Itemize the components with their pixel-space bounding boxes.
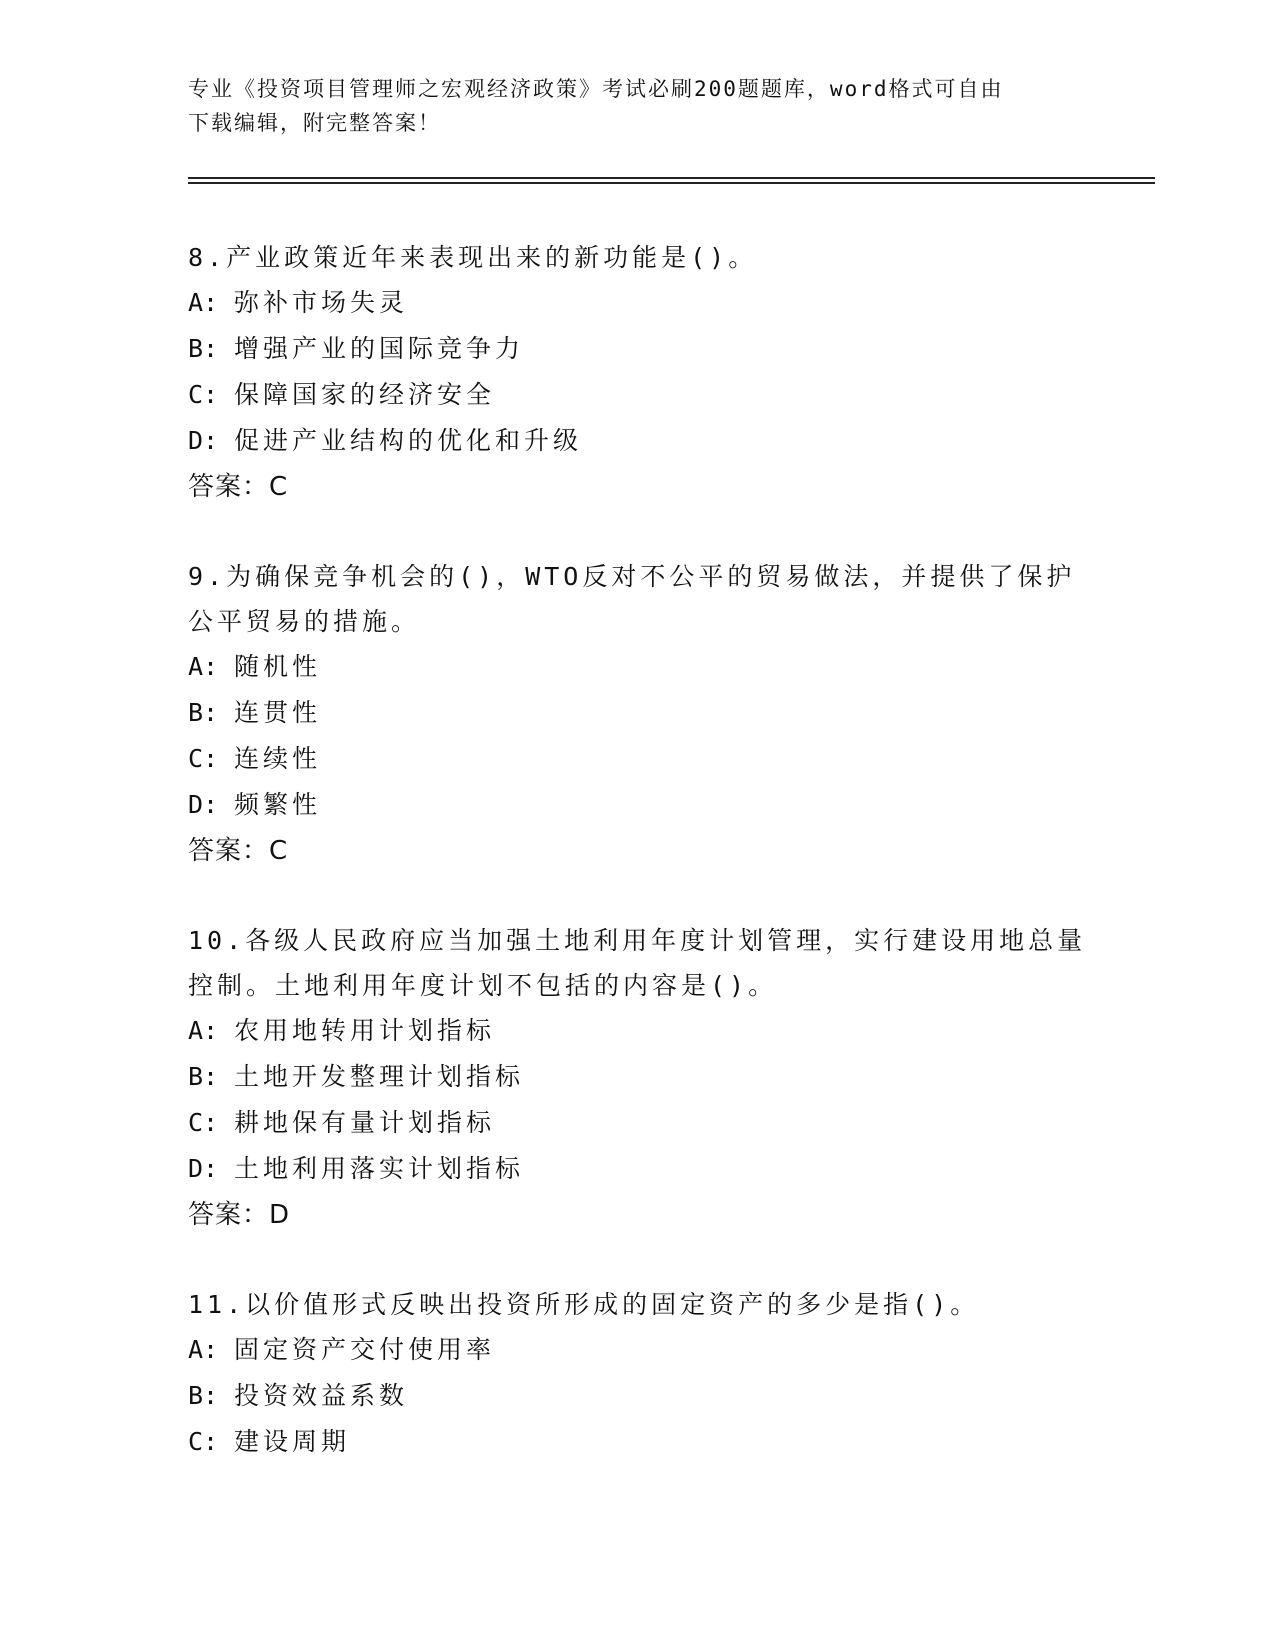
option-text: 保障国家的经济安全	[234, 380, 496, 409]
option-b	[188, 1373, 1088, 1419]
option-text: 频繁性	[234, 790, 322, 819]
option-text: 随机性	[234, 652, 322, 681]
header-rule-top	[188, 177, 1155, 179]
question-stem: 9.为确保竞争机会的()，WTO反对不公平的贸易做法，并提供了保护公平贸易的措施。	[188, 562, 1076, 636]
option-text: 连贯性	[234, 698, 322, 727]
option-c	[188, 1419, 1088, 1465]
option-letter: A:	[188, 652, 219, 681]
option-letter: A:	[188, 288, 219, 317]
option-text: 投资效益系数	[234, 1381, 409, 1410]
option-letter: B:	[188, 1381, 219, 1410]
option-a	[188, 644, 1088, 690]
option-letter: C:	[188, 1108, 219, 1137]
answer-line: 答案：D	[188, 1200, 291, 1230]
option-letter: B:	[188, 698, 219, 727]
option-letter: A:	[188, 1335, 219, 1364]
option-text: 土地开发整理计划指标	[234, 1062, 525, 1091]
option-letter: D:	[188, 1154, 219, 1183]
option-d	[188, 1146, 1088, 1192]
option-b	[188, 690, 1088, 736]
option-text: 连续性	[234, 744, 322, 773]
option-c	[188, 1100, 1088, 1146]
question-stem: 10.各级人民政府应当加强土地利用年度计划管理，实行建设用地总量控制。土地利用年度计划不包括的内容是()。	[188, 926, 1087, 1000]
option-a	[188, 1008, 1088, 1054]
option-a	[188, 1327, 1088, 1373]
option-a	[188, 280, 1088, 326]
option-text: 弥补市场失灵	[234, 288, 409, 317]
question-stem: 11.以价值形式反映出投资所形成的固定资产的多少是指()。	[188, 1290, 980, 1319]
option-letter: A:	[188, 1016, 219, 1045]
option-letter: C:	[188, 1427, 219, 1456]
answer-line: 答案：C	[188, 472, 289, 502]
option-letter: C:	[188, 744, 219, 773]
option-b	[188, 1054, 1088, 1100]
question-stem: 8.产业政策近年来表现出来的新功能是()。	[188, 243, 758, 272]
header-line-1: 专业《投资项目管理师之宏观经济政策》考试必刷200题题库，word格式可自由	[188, 77, 1004, 101]
option-letter: C:	[188, 380, 219, 409]
answer-line: 答案：C	[188, 836, 289, 866]
question-list	[188, 235, 1088, 1509]
question-8	[188, 235, 1088, 510]
option-text: 建设周期	[234, 1427, 351, 1456]
option-text: 农用地转用计划指标	[234, 1016, 496, 1045]
document-header	[188, 72, 1088, 140]
option-text: 土地利用落实计划指标	[234, 1154, 525, 1183]
option-text: 增强产业的国际竞争力	[234, 334, 525, 363]
question-11	[188, 1282, 1088, 1465]
option-c	[188, 736, 1088, 782]
question-10	[188, 918, 1088, 1238]
option-letter: D:	[188, 790, 219, 819]
question-9	[188, 554, 1088, 874]
option-c	[188, 372, 1088, 418]
option-text: 耕地保有量计划指标	[234, 1108, 496, 1137]
option-text: 促进产业结构的优化和升级	[234, 426, 583, 455]
header-rule-bottom	[188, 182, 1155, 184]
option-text: 固定资产交付使用率	[234, 1335, 496, 1364]
option-letter: B:	[188, 1062, 219, 1091]
header-line-2: 下载编辑，附完整答案！	[188, 111, 441, 135]
option-letter: B:	[188, 334, 219, 363]
option-d	[188, 418, 1088, 464]
option-letter: D:	[188, 426, 219, 455]
option-b	[188, 326, 1088, 372]
option-d	[188, 782, 1088, 828]
